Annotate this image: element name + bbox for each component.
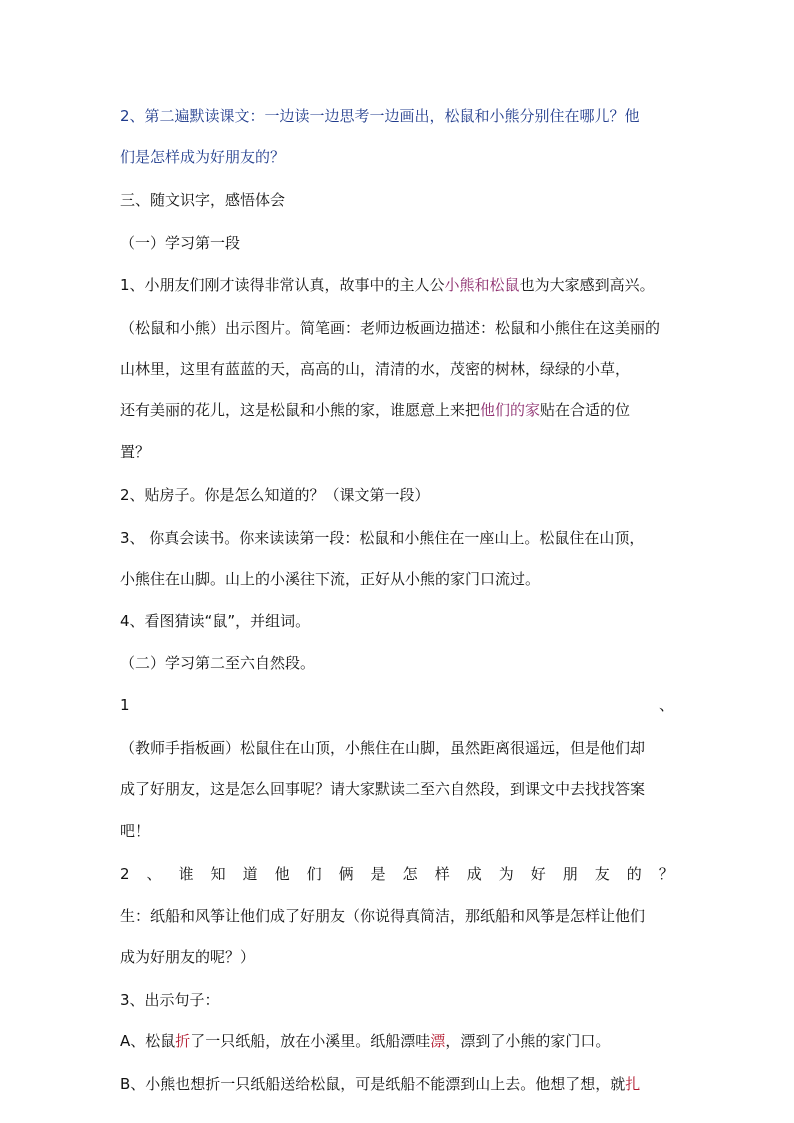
paragraph-line: 山林里，这里有蓝蓝的天，高高的山，清清的水，茂密的树林，绿绿的小草， [120, 360, 631, 378]
paragraph-line: 小熊住在山脚。山上的小溪往下流，正好从小熊的家门口流过。 [120, 570, 541, 588]
spaced-char: 他 [274, 865, 290, 883]
spaced-char: 道 [242, 865, 258, 883]
spaced-char: 的 [626, 865, 642, 883]
paragraph-line: 成了好朋友，这是怎么回事呢？请大家默读二至六自然段，到课文中去找找答案 [120, 780, 646, 798]
paragraph-line: （松鼠和小熊）出示图片。简笔画：老师边板画边描述：松鼠和小熊住在这美丽的 [120, 319, 661, 337]
paragraph-line: 3、 你真会读书。你来读读第一段：松鼠和小熊住在一座山上。松鼠住在山顶， [120, 529, 645, 547]
paragraph-line: 置？ [120, 443, 151, 461]
subsection-heading: （一）学习第一段 [120, 234, 241, 252]
text-run: 了一只纸船，放在小溪里。纸船漂哇 [190, 1032, 431, 1050]
spaced-char: 怎 [402, 865, 418, 883]
paragraph-line: 吧！ [120, 822, 151, 840]
spaced-char: 2 [120, 865, 130, 883]
text-run: 还有美丽的花儿，这是松鼠和小熊的家，谁愿意上来把 [120, 401, 481, 419]
section-heading: 三、随文识字，感悟体会 [120, 191, 286, 209]
text-run: 1 [120, 696, 130, 714]
paragraph-line: 2、第二遍默读课文：一边读一边思考一边画出，松鼠和小熊分别住在哪儿？他 [120, 107, 640, 125]
spaced-char: ？ [658, 865, 674, 883]
highlighted-text: 漂 [430, 1032, 446, 1050]
highlighted-text: 小熊和松鼠 [444, 276, 520, 294]
spaced-char: 知 [210, 865, 226, 883]
spaced-char: 俩 [338, 865, 354, 883]
paragraph-line [120, 694, 674, 716]
spaced-char: 是 [370, 865, 386, 883]
text-run: 1、小朋友们刚才读得非常认真，故事中的主人公 [120, 276, 445, 294]
paragraph-line: 成为好朋友的呢？） [120, 948, 256, 966]
spaced-char: 、 [146, 865, 162, 883]
paragraph-line: 3、出示句子： [120, 991, 220, 1009]
text-run: 也为大家感到高兴。 [519, 276, 655, 294]
spaced-char: 成 [466, 865, 482, 883]
spaced-char: 好 [530, 865, 546, 883]
subsection-heading: （二）学习第二至六自然段。 [120, 654, 316, 672]
paragraph-line [120, 1073, 674, 1095]
spaced-char: 为 [498, 865, 514, 883]
paragraph-line [120, 274, 674, 296]
text-run: 贴在合适的位 [540, 401, 631, 419]
text-run: B、小熊也想折一只纸船送给松鼠，可是纸船不能漂到山上去。他想了想，就 [120, 1075, 626, 1093]
spaced-char: 友 [594, 865, 610, 883]
paragraph-line: 们是怎样成为好朋友的？ [120, 148, 286, 166]
spaced-char: 谁 [178, 865, 194, 883]
text-run: ，漂到了小熊的家门口。 [445, 1032, 611, 1050]
paragraph-line [120, 399, 674, 421]
highlighted-text: 折 [175, 1032, 191, 1050]
paragraph-line: 生：纸船和风筝让他们成了好朋友（你说得真简洁，那纸船和风筝是怎样让他们 [120, 907, 646, 925]
paragraph-line: 2、贴房子。你是怎么知道的？（课文第一段） [120, 486, 430, 504]
highlighted-text: 扎 [625, 1075, 641, 1093]
text-run: 、 [658, 696, 674, 714]
paragraph-line-spaced [120, 863, 674, 885]
text-run: A、松鼠 [120, 1032, 176, 1050]
paragraph-line [120, 1030, 674, 1052]
spaced-char: 朋 [562, 865, 578, 883]
paragraph-line: （教师手指板画）松鼠住在山顶，小熊住在山脚，虽然距离很遥远，但是他们却 [120, 739, 646, 757]
spaced-char: 样 [434, 865, 450, 883]
highlighted-text: 他们的家 [480, 401, 541, 419]
spaced-char: 们 [306, 865, 322, 883]
paragraph-line: 4、看图猜读“鼠”，并组词。 [120, 612, 311, 630]
